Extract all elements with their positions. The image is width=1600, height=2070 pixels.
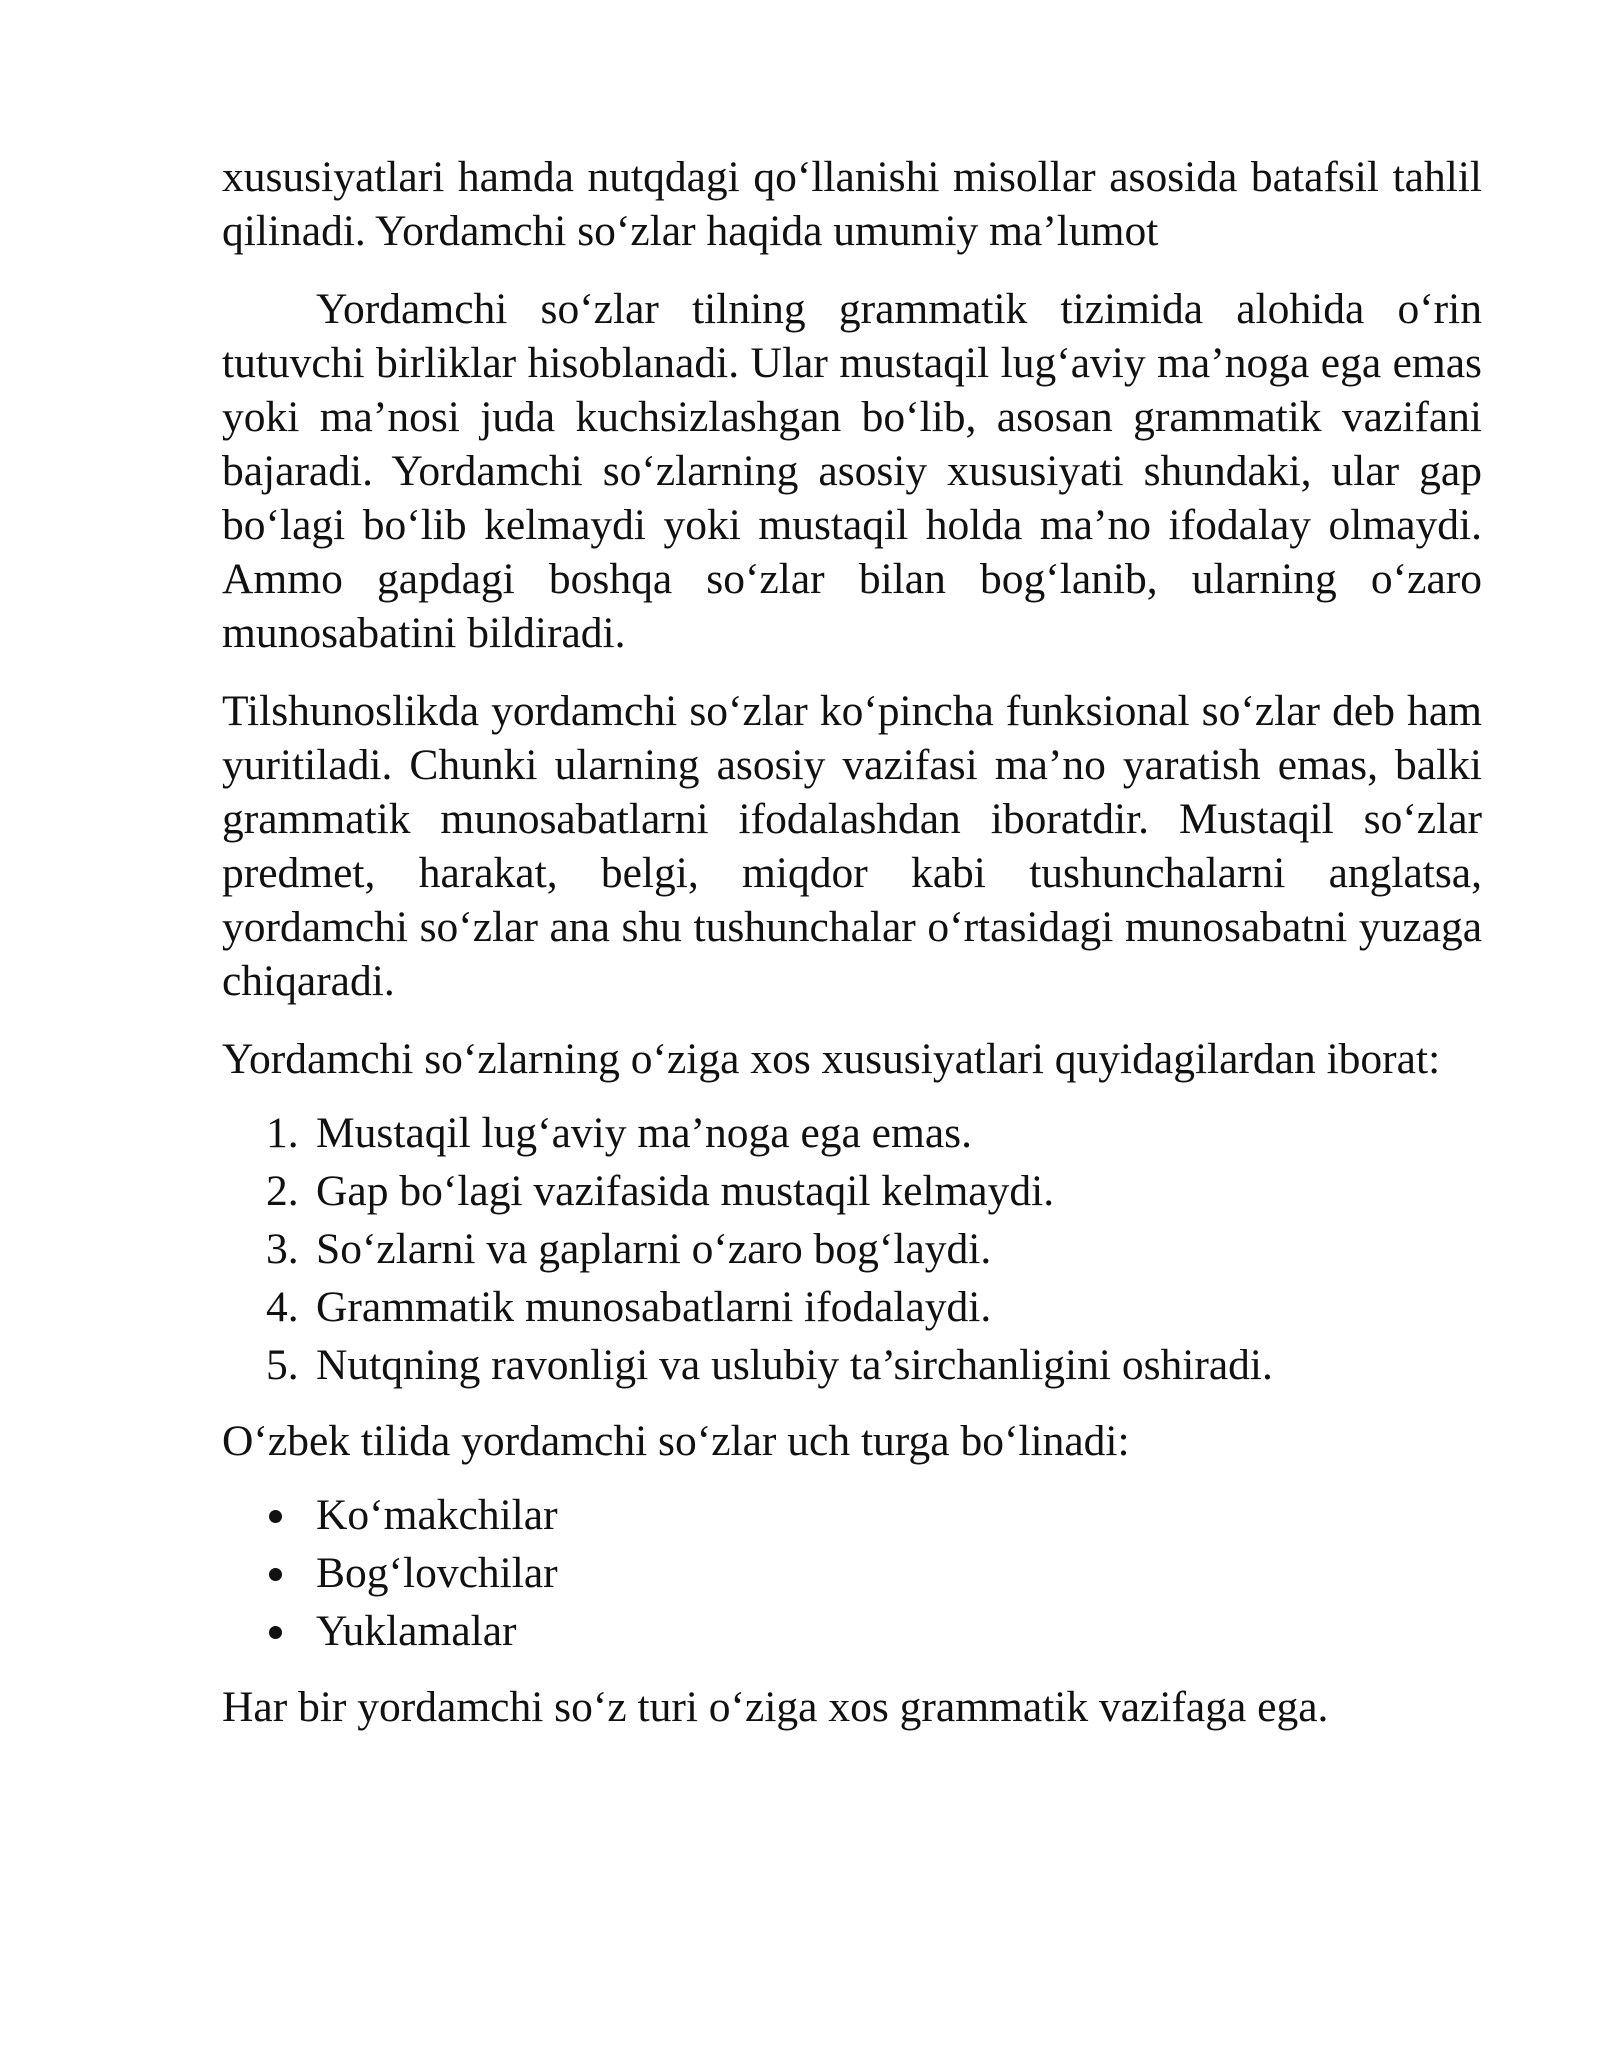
list-item: [222, 1278, 1482, 1336]
list-item-number: 4.: [266, 1283, 299, 1331]
list-item-number: 5.: [266, 1341, 299, 1389]
list-item: [222, 1220, 1482, 1278]
list-item-number: 2.: [266, 1167, 299, 1215]
bullet-dot-icon: [269, 1510, 282, 1523]
paragraph-types-lead: O‘zbek tilida yordamchi so‘zlar uch turga bo‘linadi:: [222, 1417, 1130, 1465]
list-item-number: 1.: [266, 1109, 299, 1157]
list-item: [222, 1162, 1482, 1220]
bullet-item-text: Ko‘makchilar: [316, 1491, 558, 1539]
features-numbered-list: [222, 1104, 1482, 1394]
list-item-text: Mustaqil lug‘aviy ma’noga ega emas.: [316, 1109, 972, 1157]
bullet-item: [222, 1602, 1482, 1660]
bullet-item: [222, 1544, 1482, 1602]
bullet-item: [222, 1486, 1482, 1544]
list-item-number: 3.: [266, 1225, 299, 1273]
bullet-item-text: Bog‘lovchilar: [316, 1549, 558, 1597]
document-page: [222, 150, 1482, 1734]
bullet-item-text: Yuklamalar: [316, 1607, 517, 1655]
types-bullet-list: [222, 1486, 1482, 1660]
bullet-dot-icon: [269, 1626, 282, 1639]
intro-paragraph: xususiyatlari hamda nutqdagi qo‘llanishi misollar asosida batafsil tahlil qilinadi. Yordamchi so‘zlar haqida umumiy ma’lumot: [222, 153, 1482, 255]
paragraph-features-lead: Yordamchi so‘zlarning o‘ziga xos xususiyatlari quyidagilardan iborat:: [222, 1035, 1441, 1083]
list-item-text: Gap bo‘lagi vazifasida mustaqil kelmaydi.: [316, 1167, 1055, 1215]
paragraph-definition: Yordamchi so‘zlar tilning grammatik tizimida alohida o‘rin tutuvchi birliklar hisoblanadi. Ular mustaqil lug‘aviy ma’noga ega emas yoki ma’nosi juda kuchsizlashgan bo‘lib, asosan grammatik vazifani bajaradi. Yordamchi so‘zlarning asosiy xususiyati shundaki, ular gap bo‘lagi bo‘lib kelmaydi yoki mustaqil holda ma’no ifodalay olmaydi. Ammo gapdagi boshqa so‘zlar bilan bog‘lanib, ularning o‘zaro munosabatini bildiradi.: [222, 285, 1482, 657]
list-item: [222, 1104, 1482, 1162]
paragraph-functional-words: Tilshunoslikda yordamchi so‘zlar ko‘pincha funksional so‘zlar deb ham yuritiladi. Chunki ularning asosiy vazifasi ma’no yaratish emas, balki grammatik munosabatlarni ifodalashdan iboratdir. Mustaqil so‘zlar predmet, harakat, belgi, miqdor kabi tushunchalarni anglatsa, yordamchi so‘zlar ana shu tushunchalar o‘rtasidagi munosabatni yuzaga chiqaradi.: [222, 687, 1482, 1005]
list-item: [222, 1336, 1482, 1394]
list-item-text: Nutqning ravonligi va uslubiy ta’sirchanligini oshiradi.: [316, 1341, 1273, 1389]
bullet-dot-icon: [269, 1568, 282, 1581]
list-item-text: So‘zlarni va gaplarni o‘zaro bog‘laydi.: [316, 1225, 992, 1273]
list-item-text: Grammatik munosabatlarni ifodalaydi.: [316, 1283, 992, 1331]
paragraph-conclusion: Har bir yordamchi so‘z turi o‘ziga xos grammatik vazifaga ega.: [222, 1683, 1329, 1731]
